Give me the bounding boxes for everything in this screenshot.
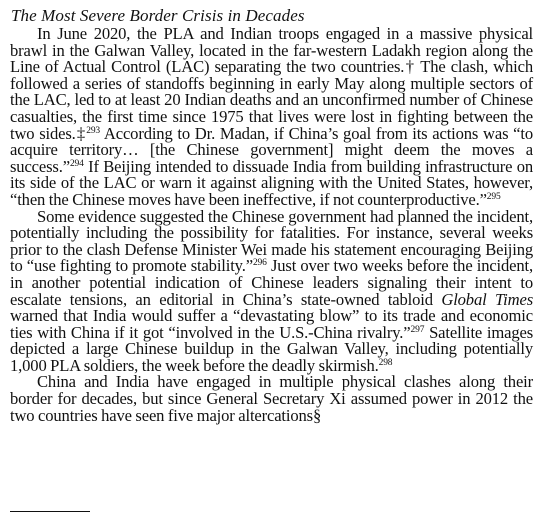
paragraph-galwan-brawl — [10, 24, 537, 209]
publication-title: Global Times — [441, 289, 533, 309]
footnote-ref: 296 — [252, 258, 267, 269]
text-run: According to Dr. Madan, if China’s goal from its actions was “to acquire territory… [the Chinese government] might deem the moves a success.” — [10, 123, 537, 176]
text-run: China and India have engaged in multiple physical clashes along their border for decades, but since General Secretary Xi assumed power in 2012 the two countries have seen five major altercations — [10, 372, 537, 425]
text-run: § — [312, 405, 322, 425]
text-run: Just over two weeks before the incident, in another potential indication of Chinese leaders signaling their intent to escalate tensions, an editorial in China’s state-owned tabloid — [10, 256, 537, 309]
text-run: The clash, which followed a series of standoffs beginning in early May along multiple sectors of the LAC, led to at least 20 Indian deaths and an unconfirmed number of Chinese casualties, the first time since 1975 that lives were lost in fighting between the two sides. — [10, 57, 537, 143]
text-run: Some evidence suggested the Chinese government had planned the incident, potentially including the possibility for fatalities. For instance, several weeks prior to the clash Defense Minister Wei made his statement encouraging Beijing to “use fighting to promote stability.” — [10, 206, 537, 276]
footnote-ref: 294 — [69, 158, 84, 169]
text-run: ‡ — [75, 123, 87, 143]
paragraph-planned-incident — [10, 206, 537, 375]
text-run: Satellite images depicted a large Chinese buildup in the Galwan Valley, including potentially 1,000 PLA soldiers, the week before the deadly skirmish. — [10, 322, 537, 375]
footnote-ref: 297 — [410, 324, 425, 335]
footnote-ref: 295 — [486, 191, 501, 202]
footnote-ref: 298 — [378, 357, 393, 368]
footnote-ref: 293 — [86, 125, 101, 136]
text-run: † — [404, 57, 416, 77]
text-run: warned that India would suffer a “devastating blow” to its trade and economic ties with China if it got “involved in the U.S.-China rivalry.” — [10, 289, 537, 342]
text-run: In June 2020, the PLA and Indian troops engaged in a massive physical brawl in the Galwan Valley, located in the far-western Ladakh region along the Line of Actual Control (LAC) separating the two countries. — [10, 24, 537, 77]
section-heading: The Most Severe Border Crisis in Decades — [11, 6, 305, 25]
footnote-rule — [10, 511, 90, 512]
paragraph-border-clashes — [10, 372, 537, 425]
text-run: If Beijing intended to dissuade India from building infrastructure on its side of the LAC or warn it against aligning with the United States, however, “then the Chinese moves have been ineffective, if not counterproductive.” — [10, 156, 537, 209]
